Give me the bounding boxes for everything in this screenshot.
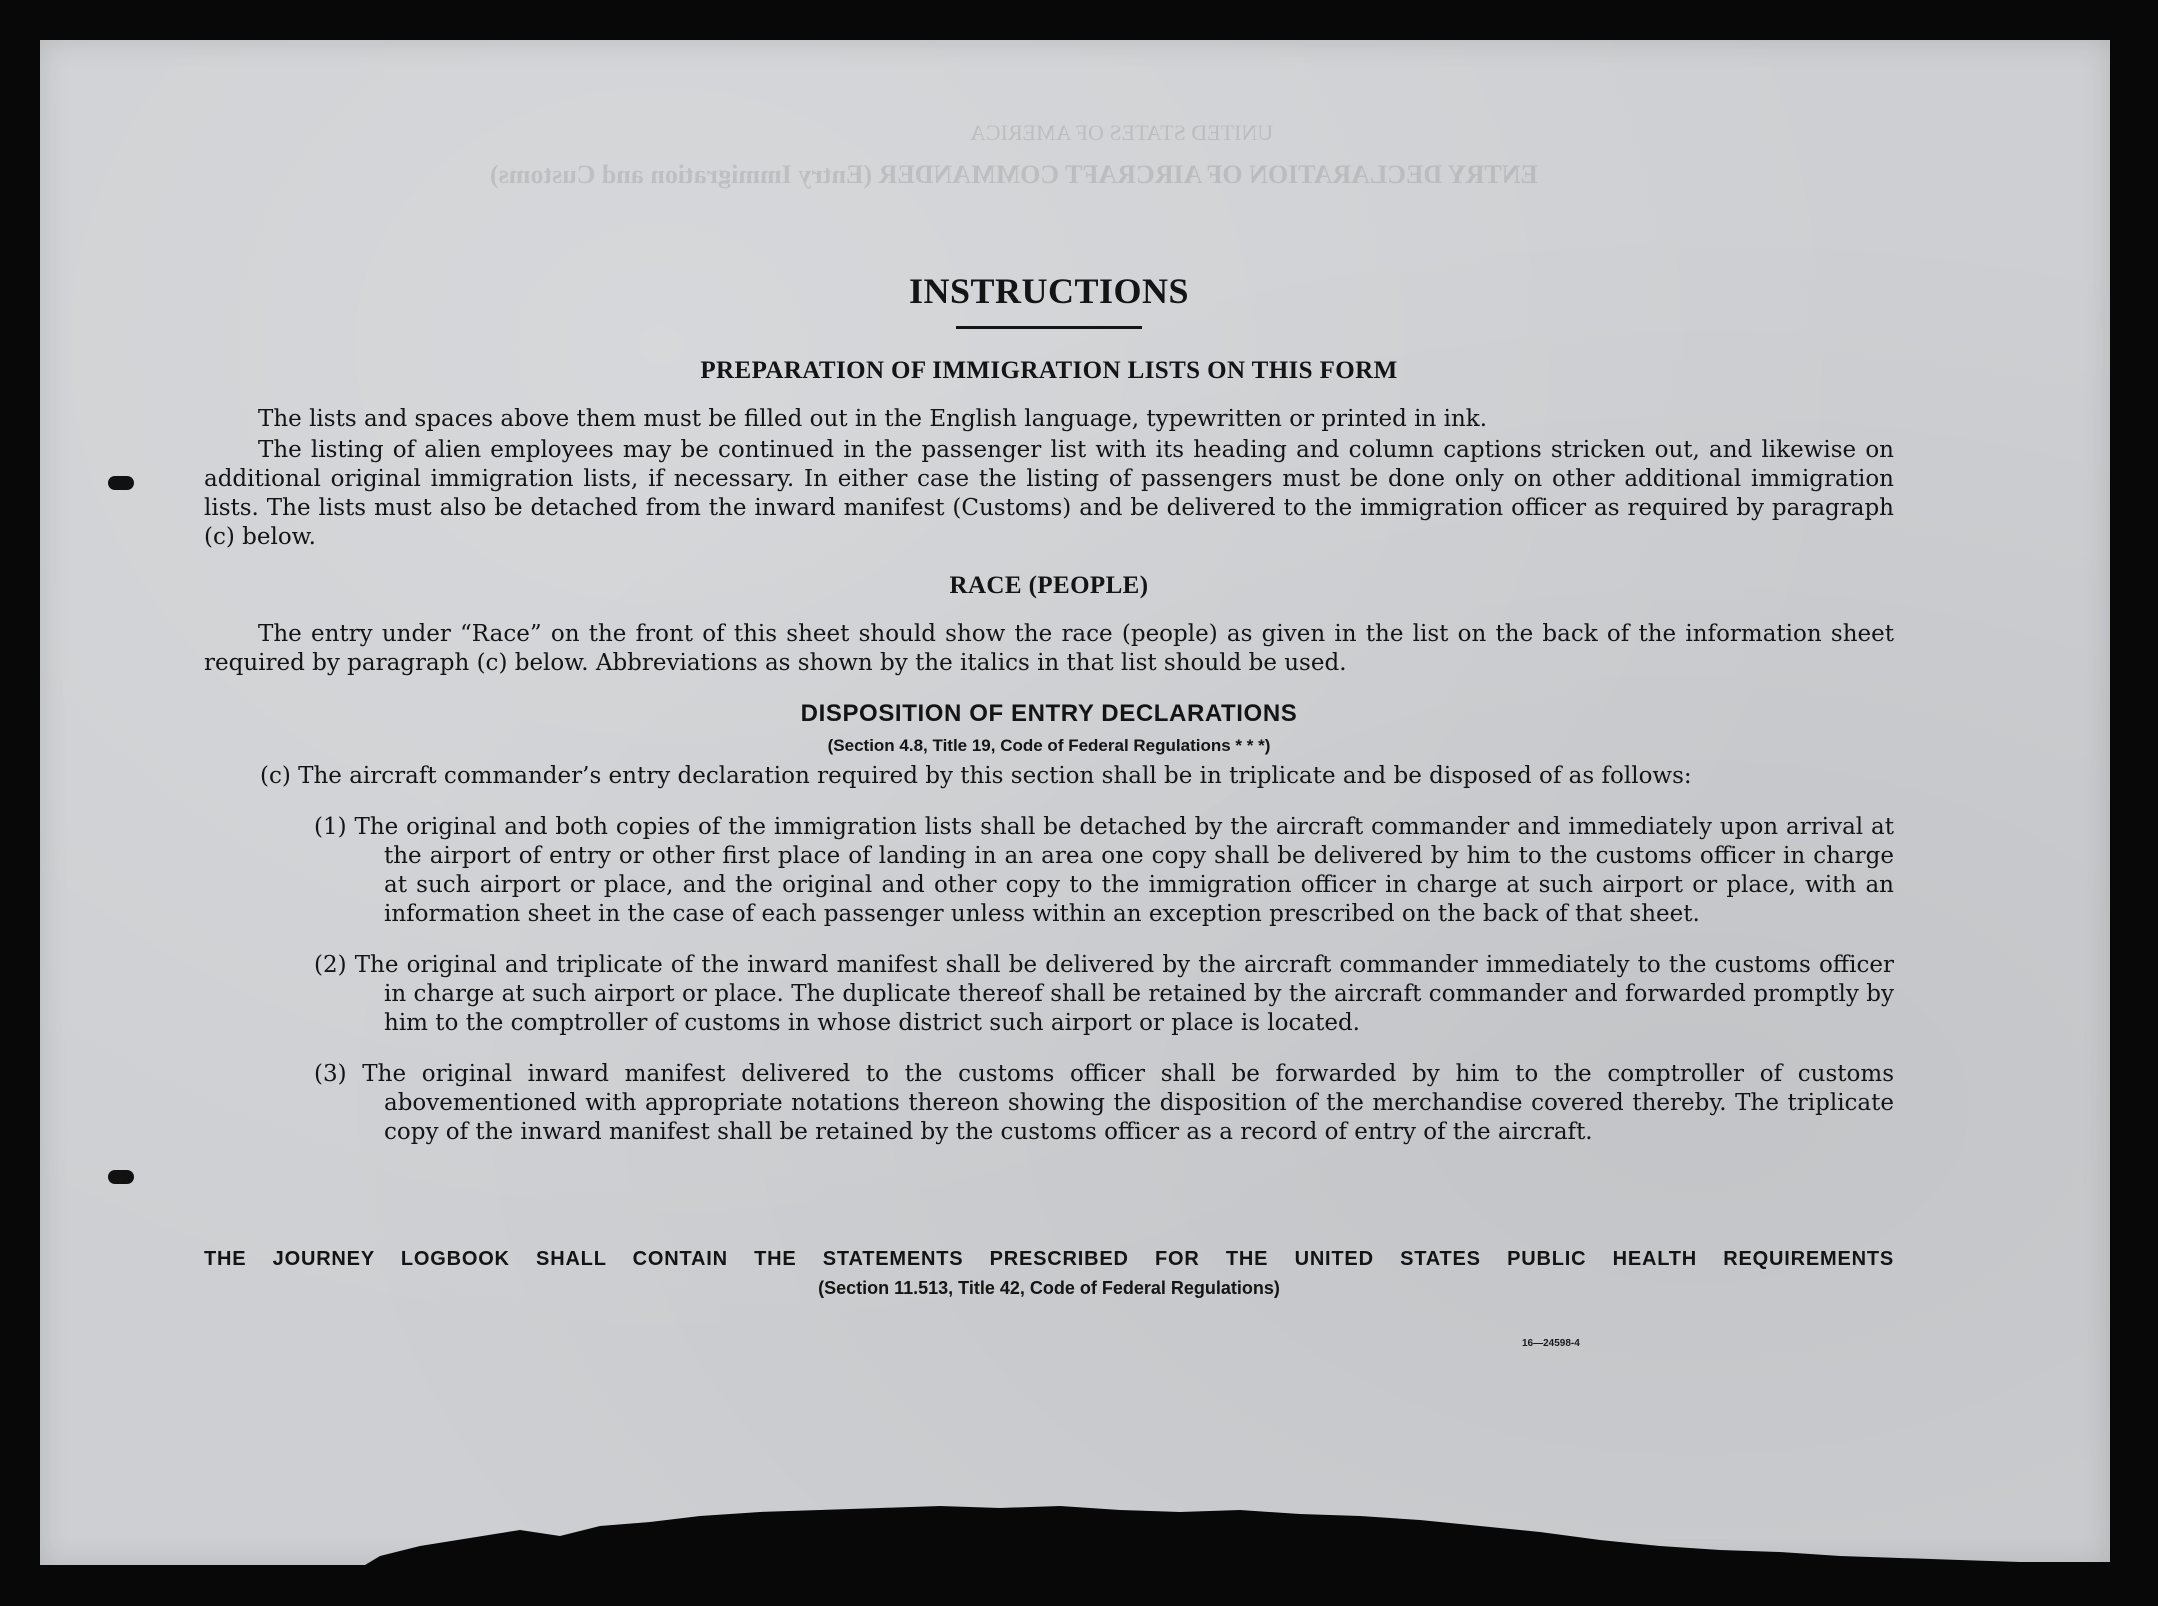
paragraph-c-intro: (c) The aircraft commander’s entry declaration required by this section shall be in triplicate and be disposed of as follows: (260, 763, 1692, 789)
punch-hole-top (108, 476, 134, 490)
bleed-line-2: ENTRY DECLARATION OF AIRCRAFT COMMANDER (Entry Immigration and Customs) (490, 160, 1538, 189)
list-item-2: (2) The original and triplicate of the inward manifest shall be delivered by the aircraft commander immediately to the customs officer in charge at such airport or place. The duplicate thereof shall be retained by the aircraft commander and forwarded promptly by him to the comptroller of customs in whose district such airport or place is located. (314, 952, 1894, 1036)
page-title: INSTRUCTIONS (908, 271, 1190, 311)
title-rule (956, 326, 1142, 329)
disposition-reference: (Section 4.8, Title 19, Code of Federal Regulations * * *) (827, 736, 1271, 755)
list-item-3: (3) The original inward manifest delivered to the customs officer shall be forwarded by him to the comptroller of customs abovementioned with appropriate notations thereon showing the disposition of the merchandise covered thereby. The triplicate copy of the inward manifest shall be retained by the customs officer as a record of entry of the aircraft. (314, 1061, 1894, 1145)
bleed-line-1: UNITED STATES OF AMERICA (970, 120, 1274, 145)
footer-statement: THE JOURNEY LOGBOOK SHALL CONTAIN THE STATEMENTS PRESCRIBED FOR THE UNITED STATES PUBLIC HEALTH REQUIREMENTS (204, 1248, 1894, 1270)
paragraph-language: The lists and spaces above them must be filled out in the English language, typewritten or printed in ink. (258, 406, 1488, 432)
instructions-body (204, 262, 1894, 1147)
paragraph-alien-employees: The listing of alien employees may be continued in the passenger list with its heading and column captions stricken out, and likewise on additional original immigration lists, if necessary. In either case the listing of passengers must be done only on other additional immigration lists. The lists must also be detached from the inward manifest (Customs) and be delivered to the immigration officer as required by paragraph (c) below. (204, 437, 1894, 550)
form-number: 16—24598-4 (1522, 1338, 1580, 1349)
torn-edge (0, 1486, 2158, 1606)
footer-reference: (Section 11.513, Title 42, Code of Federal Regulations) (818, 1278, 1280, 1298)
paragraph-race: The entry under “Race” on the front of this sheet should show the race (people) as given in the list on the back of the information sheet required by paragraph (c) below. Abbreviations as shown by the italics in that list should be used. (204, 621, 1894, 676)
punch-hole-bottom (108, 1170, 134, 1184)
list-item-1: (1) The original and both copies of the immigration lists shall be detached by the aircraft commander and immediately upon arrival at the airport of entry or other first place of landing in an area one copy shall be delivered by him to the customs officer in charge at such airport or place, and the original and other copy to the immigration officer in charge at such airport or place, with an information sheet in the case of each passenger unless within an exception prescribed on the back of that sheet. (314, 814, 1894, 927)
section-heading-disposition: DISPOSITION OF ENTRY DECLARATIONS (800, 700, 1298, 727)
section-heading-race: RACE (PEOPLE) (949, 572, 1149, 599)
section-heading-preparation: PREPARATION OF IMMIGRATION LISTS ON THIS FORM (700, 357, 1398, 384)
